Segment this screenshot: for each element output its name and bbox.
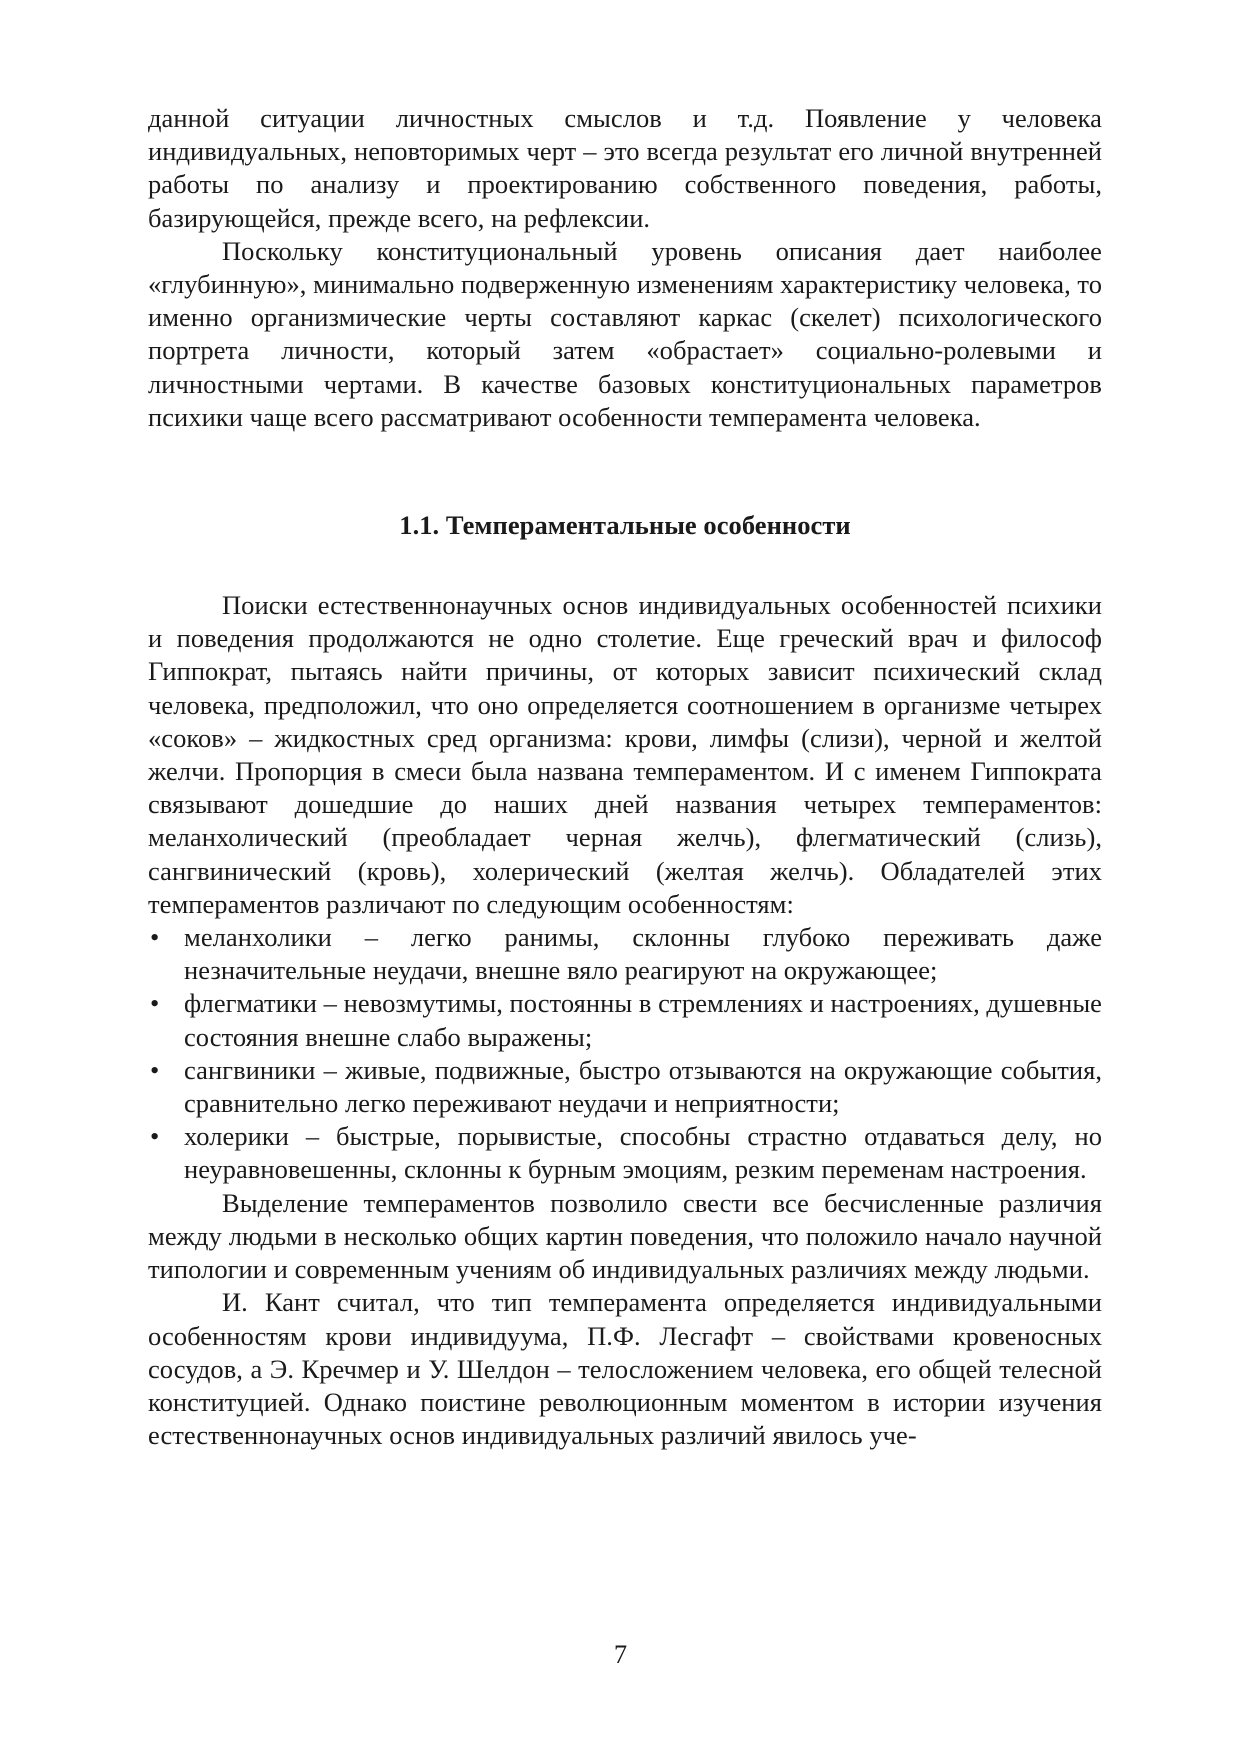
bullet-icon: • xyxy=(150,1121,160,1152)
bullet-icon: • xyxy=(150,988,160,1019)
list-item xyxy=(148,921,1102,987)
list-item xyxy=(148,987,1102,1053)
list-item-text: холерики – быстрые, порывистые, способны страстно отдаваться делу, но неуравновешенны, склонны к бурным эмоциям, резким переменам настроения. xyxy=(184,1121,1102,1185)
paragraph-constitutional-level: Поскольку конституциональный уровень описания дает наиболее «глубинную», минимально подверженную изменениям характеристику человека, то именно организмические черты составляют каркас (скелет) психологического портрета личности, который затем «обрастает» социально-ролевыми и личностными чертами. В качестве базовых конституциональных параметров психики чаще всего рассматривают особенности темперамента человека. xyxy=(148,235,1102,432)
paragraph-continuation: данной ситуации личностных смыслов и т.д. Появление у человека индивидуальных, неповторимых черт – это всегда результат его личной внутренней работы по анализу и проектированию собственного поведения, работы, базирующейся, прежде всего, на рефлексии. xyxy=(148,103,1102,233)
temperament-list xyxy=(148,921,1102,1187)
paragraph-hippocrates: Поиски естественнонаучных основ индивидуальных особенностей психики и поведения продолжаются не одно столетие. Еще греческий врач и философ Гиппократ, пытаясь найти причины, от которых зависит психический склад человека, предположил, что оно определяется соотношением в организме четырех «соков» – жидкостных сред организма: крови, лимфы (слизи), черной и желтой желчи. Пропорция в смеси была названа темпераментом. И с именем Гиппократа связывают дошедшие до наших дней названия четырех темпераментов: меланхолический (преобладает черная желчь), флегматический (слизь), сангвинический (кровь), холерический (желтая желчь). Обладателей этих темпераментов различают по следующим особенностям: xyxy=(148,590,1102,919)
list-item-text: сангвиники – живые, подвижные, быстро отзываются на окружающие события, сравнительно легко переживают неудачи и неприятности; xyxy=(184,1054,1102,1119)
bullet-icon: • xyxy=(150,922,160,953)
paragraph-kant: И. Кант считал, что тип темперамента определяется индивидуальными особенностям крови индивидуума, П.Ф. Лесгафт – свойствами кровеносных сосудов, а Э. Кречмер и У. Шелдон – телосложением человека, его общей телесной конституцией. Однако поистине революционным моментом в истории изучения естественнонаучных основ индивидуальных различий явилось уче- xyxy=(148,1287,1102,1451)
list-item xyxy=(148,1054,1102,1120)
bullet-icon: • xyxy=(150,1054,160,1085)
page-body xyxy=(148,102,1102,1452)
list-item xyxy=(148,1120,1102,1186)
section-title: 1.1. Темпераментальные особенности xyxy=(399,510,851,541)
list-item-text: меланхолики – легко ранимы, склонны глубоко переживать даже незначительные неудачи, внешне вяло реагируют на окружающее; xyxy=(184,922,1102,986)
paragraph-typology: Выделение темпераментов позволило свести все бесчисленные различия между людьми в несколько общих картин поведения, что положило начало научной типологии и современным учениям об индивидуальных различиях между людьми. xyxy=(148,1187,1102,1285)
list-item-text: флегматики – невозмутимы, постоянны в стремлениях и настроениях, душевные состояния внешне слабо выражены; xyxy=(184,988,1102,1052)
page-number: 7 xyxy=(613,1639,628,1669)
